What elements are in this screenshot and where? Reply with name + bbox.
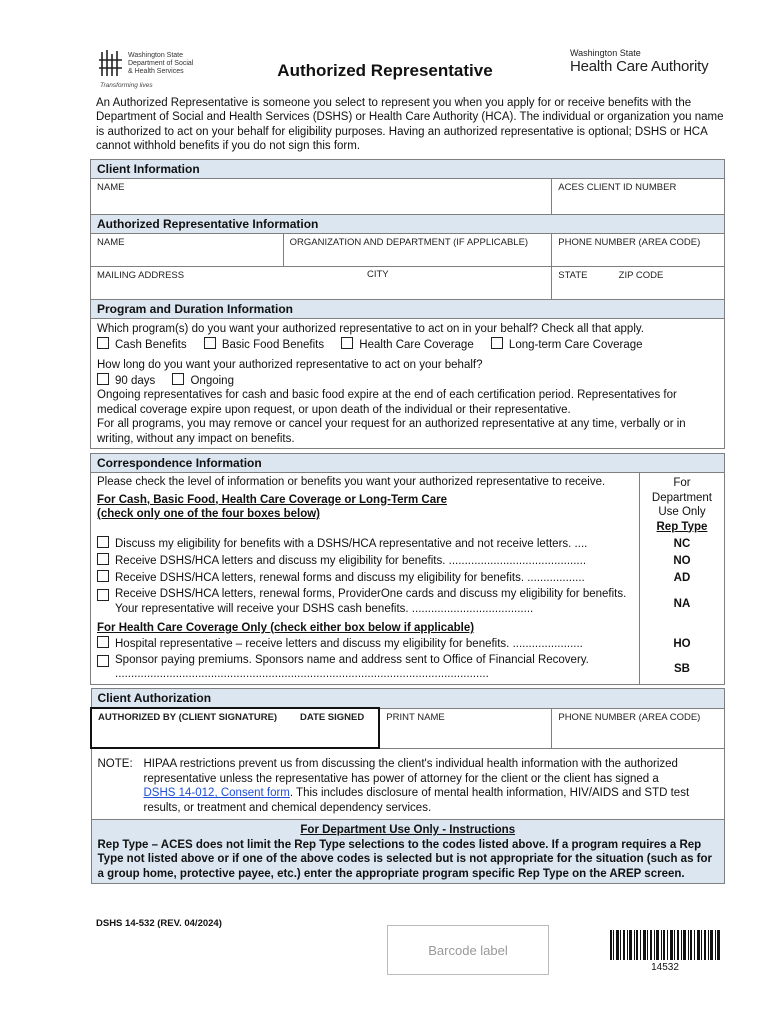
group1-options	[91, 536, 640, 621]
ar-state-label: STATE	[558, 270, 588, 281]
barcode-number: 14532	[651, 962, 679, 973]
option-na[interactable]	[97, 587, 633, 616]
dept-use-header	[639, 473, 724, 537]
barcode-label: Barcode label	[428, 942, 508, 958]
checkbox-ho[interactable]	[97, 636, 109, 648]
checkbox-nc[interactable]	[97, 536, 109, 548]
code-sb: SB	[673, 663, 690, 675]
option-sb-label: Sponsor paying premiums. Sponsors name and address sent to Office of Financial Recovery. .....................................................................................................................	[115, 653, 589, 680]
checkbox-ongoing[interactable]	[172, 373, 184, 385]
dshs-logo-line: Department of Social	[128, 60, 194, 67]
dshs-tagline: Transforming lives	[100, 82, 153, 89]
auth-phone-label: PHONE NUMBER (AREA CODE)	[558, 711, 701, 723]
option-cash[interactable]	[97, 339, 187, 351]
program-note-2: For all programs, you may remove or cancel your request for an authorized representative at any time, verbally or in writing, without any impact on benefits.	[97, 418, 686, 445]
ar-state-zip-field[interactable]	[552, 267, 725, 300]
option-ad-label: Receive DSHS/HCA letters, renewal forms and discuss my eligibility for benefits. ..................	[115, 572, 585, 584]
dept-use-label: For Department Use Only	[651, 477, 713, 518]
option-ho-label: Hospital representative – receive letters and discuss my eligibility for benefits. ......................	[115, 637, 583, 650]
checkbox-food[interactable]	[204, 337, 216, 349]
section-correspondence: Correspondence Information	[91, 454, 725, 473]
correspondence-intro-text: Please check the level of information or benefits you want your authorized representative to receive.	[97, 476, 606, 488]
auth-phone-field[interactable]	[552, 708, 725, 748]
note-text: HIPAA restrictions prevent us from discussing the client's individual health information with the authorized representative unless the representative has power of attorney for the client or the client has signed a	[143, 758, 678, 785]
option-ongoing[interactable]	[172, 375, 233, 387]
checkbox-ad[interactable]	[97, 570, 109, 582]
correspondence-intro	[91, 473, 640, 537]
section-program: Program and Duration Information	[91, 300, 725, 319]
instructions-text: Rep Type – ACES does not limit the Rep Type selections to the codes listed above. If a program requires a Rep Type not listed above or if one of the above codes is selected but is not appropriate for the situation (such as for a group home, protective payee, etc.) enter the appropriate program specific Rep Type on the AREP screen.	[97, 838, 712, 880]
note-prefix: NOTE:	[97, 758, 133, 770]
option-cash-label: Cash Benefits	[115, 338, 187, 351]
program-question: Which program(s) do you want your authorized representative to act on in your behalf? Check all that apply.	[97, 323, 644, 335]
option-90-days-label: 90 days	[115, 374, 156, 387]
section-authorization: Client Authorization	[91, 689, 725, 709]
signature-label: AUTHORIZED BY (CLIENT SIGNATURE)	[98, 712, 278, 723]
checkbox-no[interactable]	[97, 553, 109, 565]
ar-phone-field[interactable]	[552, 234, 725, 267]
option-sb[interactable]	[97, 653, 633, 682]
barcode-label-box	[387, 925, 549, 975]
instructions-box	[91, 820, 725, 884]
intro-paragraph: An Authorized Representative is someone you select to represent you when you apply for or receive benefits with the Department of Social and Health Services (DSHS) or Health Care Authority (HCA). The individual or organization you name is authorized to act on your behalf for eligibility purposes. Having an authorized representative is optional; DSHS or HCA cannot withhold benefits if you do not sign this form.	[96, 97, 724, 152]
option-no-label: Receive DSHS/HCA letters and discuss my eligibility for benefits. ...........................................	[115, 555, 587, 567]
section-ar-info: Authorized Representative Information	[91, 215, 725, 234]
ar-mailing-label: MAILING ADDRESS	[97, 270, 185, 281]
section-client-info: Client Information	[91, 160, 725, 179]
group2-codes	[639, 621, 724, 684]
hca-logo-big: Health Care Authority	[570, 58, 709, 75]
ar-org-field[interactable]	[283, 234, 552, 267]
aces-id-field[interactable]	[552, 179, 725, 215]
group2-options	[91, 621, 640, 684]
checkbox-90-days[interactable]	[97, 373, 109, 385]
option-ltc[interactable]	[491, 339, 643, 351]
option-90-days[interactable]	[97, 375, 155, 387]
ar-name-field[interactable]	[91, 234, 284, 267]
form-table	[90, 159, 725, 449]
hca-logo-small: Washington State	[570, 48, 641, 58]
print-name-label: PRINT NAME	[386, 711, 445, 723]
program-body	[91, 319, 725, 449]
duration-question: How long do you want your authorized representative to act on your behalf?	[97, 359, 483, 371]
code-no: NO	[673, 555, 691, 567]
date-signed-label: DATE SIGNED	[300, 712, 365, 723]
group1-subtitle: (check only one of the four boxes below)	[97, 508, 320, 520]
option-nc[interactable]	[97, 536, 633, 553]
option-ongoing-label: Ongoing	[190, 374, 234, 387]
rep-type-label: Rep Type	[656, 520, 708, 533]
ar-city-label: CITY	[367, 269, 389, 280]
correspondence-table	[90, 453, 725, 685]
print-name-field[interactable]	[379, 708, 552, 748]
ar-name-label: NAME	[97, 237, 125, 248]
option-ho[interactable]	[97, 636, 633, 653]
ar-org-label: ORGANIZATION AND DEPARTMENT (IF APPLICABLE)	[289, 237, 529, 248]
option-health[interactable]	[341, 339, 473, 351]
option-ad[interactable]	[97, 570, 633, 587]
page-title: Authorized Representative	[277, 61, 493, 80]
client-name-field[interactable]	[91, 179, 552, 215]
signature-field[interactable]	[91, 708, 379, 748]
checkbox-ltc[interactable]	[491, 337, 503, 349]
dshs-logo-line: & Health Services	[128, 68, 184, 75]
client-name-label: NAME	[97, 182, 125, 193]
checkbox-na[interactable]	[97, 589, 109, 601]
checkbox-sb[interactable]	[97, 655, 109, 667]
option-food-label: Basic Food Benefits	[221, 338, 325, 351]
dshs-logo-line: Washington State	[128, 52, 183, 59]
code-na: NA	[673, 598, 691, 610]
hipaa-note	[91, 748, 725, 820]
checkbox-health[interactable]	[341, 337, 353, 349]
authorization-table	[90, 688, 725, 884]
checkbox-cash[interactable]	[97, 337, 109, 349]
barcode-icon	[610, 930, 720, 960]
option-health-label: Health Care Coverage	[359, 338, 474, 351]
ar-mailing-field[interactable]	[91, 267, 552, 300]
hca-logo	[570, 48, 720, 75]
program-note-1: Ongoing representatives for cash and basic food expire at the end of each certification period. Representatives for medical coverage expire upon request, or upon death of the individual or their representative.	[97, 389, 677, 416]
code-nc: NC	[673, 538, 691, 550]
note-after: . This includes disclosure of mental health information, HIV/AIDS and STD test results, or treatment and chemical dependency services.	[143, 787, 690, 814]
form-code: DSHS 14-532 (REV. 04/2024)	[96, 918, 222, 929]
consent-form-link[interactable]: DSHS 14-012, Consent form	[143, 787, 290, 799]
group1-title: For Cash, Basic Food, Health Care Coverage or Long-Term Care	[97, 493, 447, 506]
group1-codes	[639, 536, 724, 621]
ar-phone-label: PHONE NUMBER (AREA CODE)	[558, 237, 701, 248]
option-nc-label: Discuss my eligibility for benefits with a DSHS/HCA representative and not receive letters. ....	[115, 538, 588, 550]
option-no[interactable]	[97, 553, 633, 570]
option-food[interactable]	[204, 339, 324, 351]
code-ho: HO	[673, 638, 691, 650]
option-ltc-label: Long-term Care Coverage	[508, 338, 643, 351]
group2-title: For Health Care Coverage Only (check either box below if applicable)	[97, 622, 475, 634]
instructions-heading: For Department Use Only - Instructions	[300, 824, 516, 836]
aces-id-label: ACES CLIENT ID NUMBER	[558, 182, 677, 193]
ar-zip-label: ZIP CODE	[618, 270, 664, 281]
option-na-label: Receive DSHS/HCA letters, renewal forms, ProviderOne cards and discuss my eligibility for benefits. Your representative will receive your DSHS cash benefits. ......................................	[115, 588, 627, 615]
code-ad: AD	[673, 572, 691, 584]
